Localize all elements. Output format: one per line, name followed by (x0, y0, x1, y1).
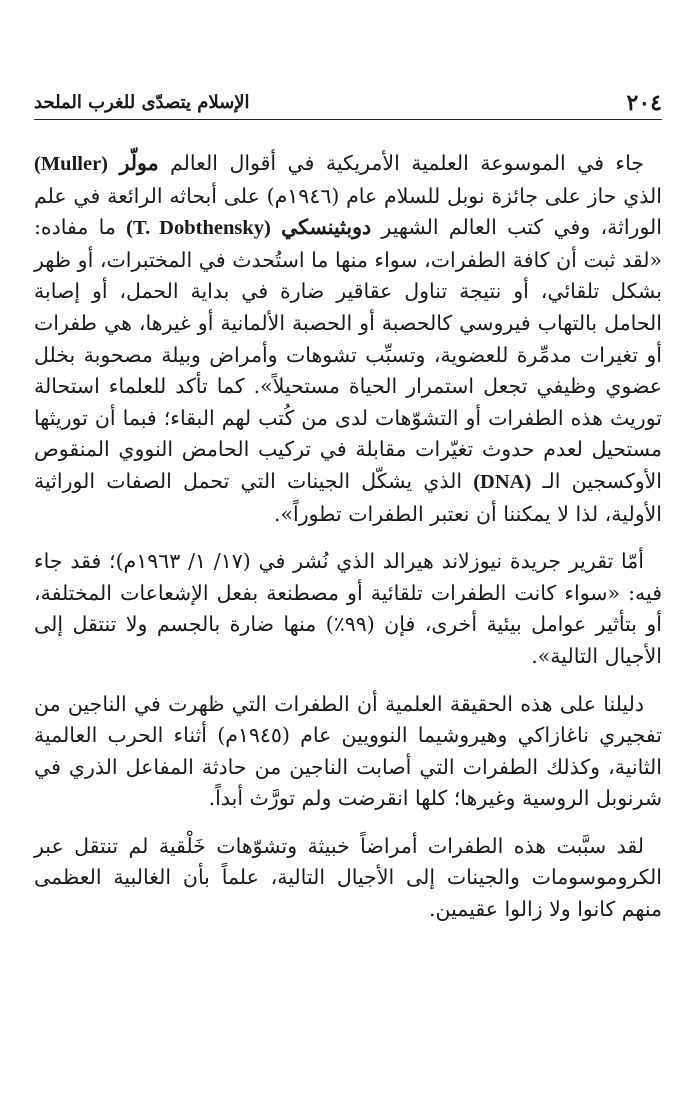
header-rule (34, 119, 662, 120)
muller-name-arabic: مولّر (119, 151, 159, 175)
dobthensky-name-arabic: دوبثينسكي (281, 215, 372, 240)
book-page (34, 0, 662, 1110)
dna-term: (DNA) (473, 470, 532, 493)
paragraph-1-text-c: ما مفاده: «لقد ثبت أن كافة الطفرات، سواء منها ما استُحدث في المختبرات، أو ظهر بشكل تلقائي، أو نتيجة تناول عقاقير ضارة في بداية الحمل، أو إصابة الحامل بالتهاب فيروسي كالحصبة أو الحصبة الألمانية أو غيرها، هي طفرات أو تغيرات مدمِّرة للعضوية، وتسبِّب تشوهات وأمراض وبيلة مصحوبة بخلل عضوي وظيفي تجعل استمرار الحياة مستحيلاً». كما تأكد للعلماء استحالة توريث هذه الطفرات أو التشوّهات لدى من كُتب لهم البقاء؛ فبما أن توريثها مستحيل لعدم حدوث تغيّرات مقابلة في تركيب الحامض النووي المنقوص الأوكسجين الـ (34, 215, 662, 493)
paragraph-1-text-a: جاء في الموسوعة العلمية الأمريكية في أقوال العالم (158, 151, 644, 175)
paragraph-4: لقد سبَّبت هذه الطفرات أمراضاً خبيثة وتشوّهات خَلْقية لم تنتقل عبر الكروموسومات والجينات إلى الأجيال التالية، علماً بأن الغالبية العظمى منهم كانوا ولا زالوا عقيمين. (34, 833, 662, 922)
page-body (34, 148, 662, 942)
muller-name-latin: (Muller) (34, 153, 108, 175)
paragraph-3: دليلنا على هذه الحقيقة العلمية أن الطفرات التي ظهرت في الناجين من تفجيري ناغازاكي وهيروشيما النوويين عام (١٩٤٥م) أثناء الحرب العالمية الثانية، وكذلك الطفرات التي أصابت الناجين من حادثة المفاعل الذري في شرنوبل الروسية وغيرها؛ كلها انقرضت ولم تورَّث أبداً. (34, 691, 662, 811)
paragraph-1 (34, 148, 662, 530)
running-header (34, 90, 662, 124)
running-title: الإسلام يتصدّى للغرب الملحد (34, 92, 250, 113)
paragraph-1-text-d: الذي يشكّل الجينات التي تحمل الصفات الوراثية الأولية، لذا لا يمكننا أن نعتبر الطفرات تطوراً». (34, 468, 662, 526)
page-number: ٢٠٤ (626, 90, 662, 116)
paragraph-2: أمّا تقرير جريدة نيوزلاند هيرالد الذي نُشر في (١٧/ ١/ ١٩٦٣م)؛ فقد جاء فيه: «سواء كانت الطفرات تلقائية أو مصطنعة بفعل الإشعاعات المختلفة، أو بتأثير عوامل بيئية أخرى، فإن (٩٩٪) منها ضارة بالجسم ولا تنتقل إلى الأجيال التالية». (34, 549, 662, 668)
paragraph-1-text-b: الذي حاز على جائزة نوبل للسلام عام (١٩٤٦م) على أبحاثه الرائعة في علم الوراثة، وفي كتب العالم الشهير (34, 183, 662, 240)
dobthensky-name-latin: (T. Dobthensky) (126, 217, 271, 240)
